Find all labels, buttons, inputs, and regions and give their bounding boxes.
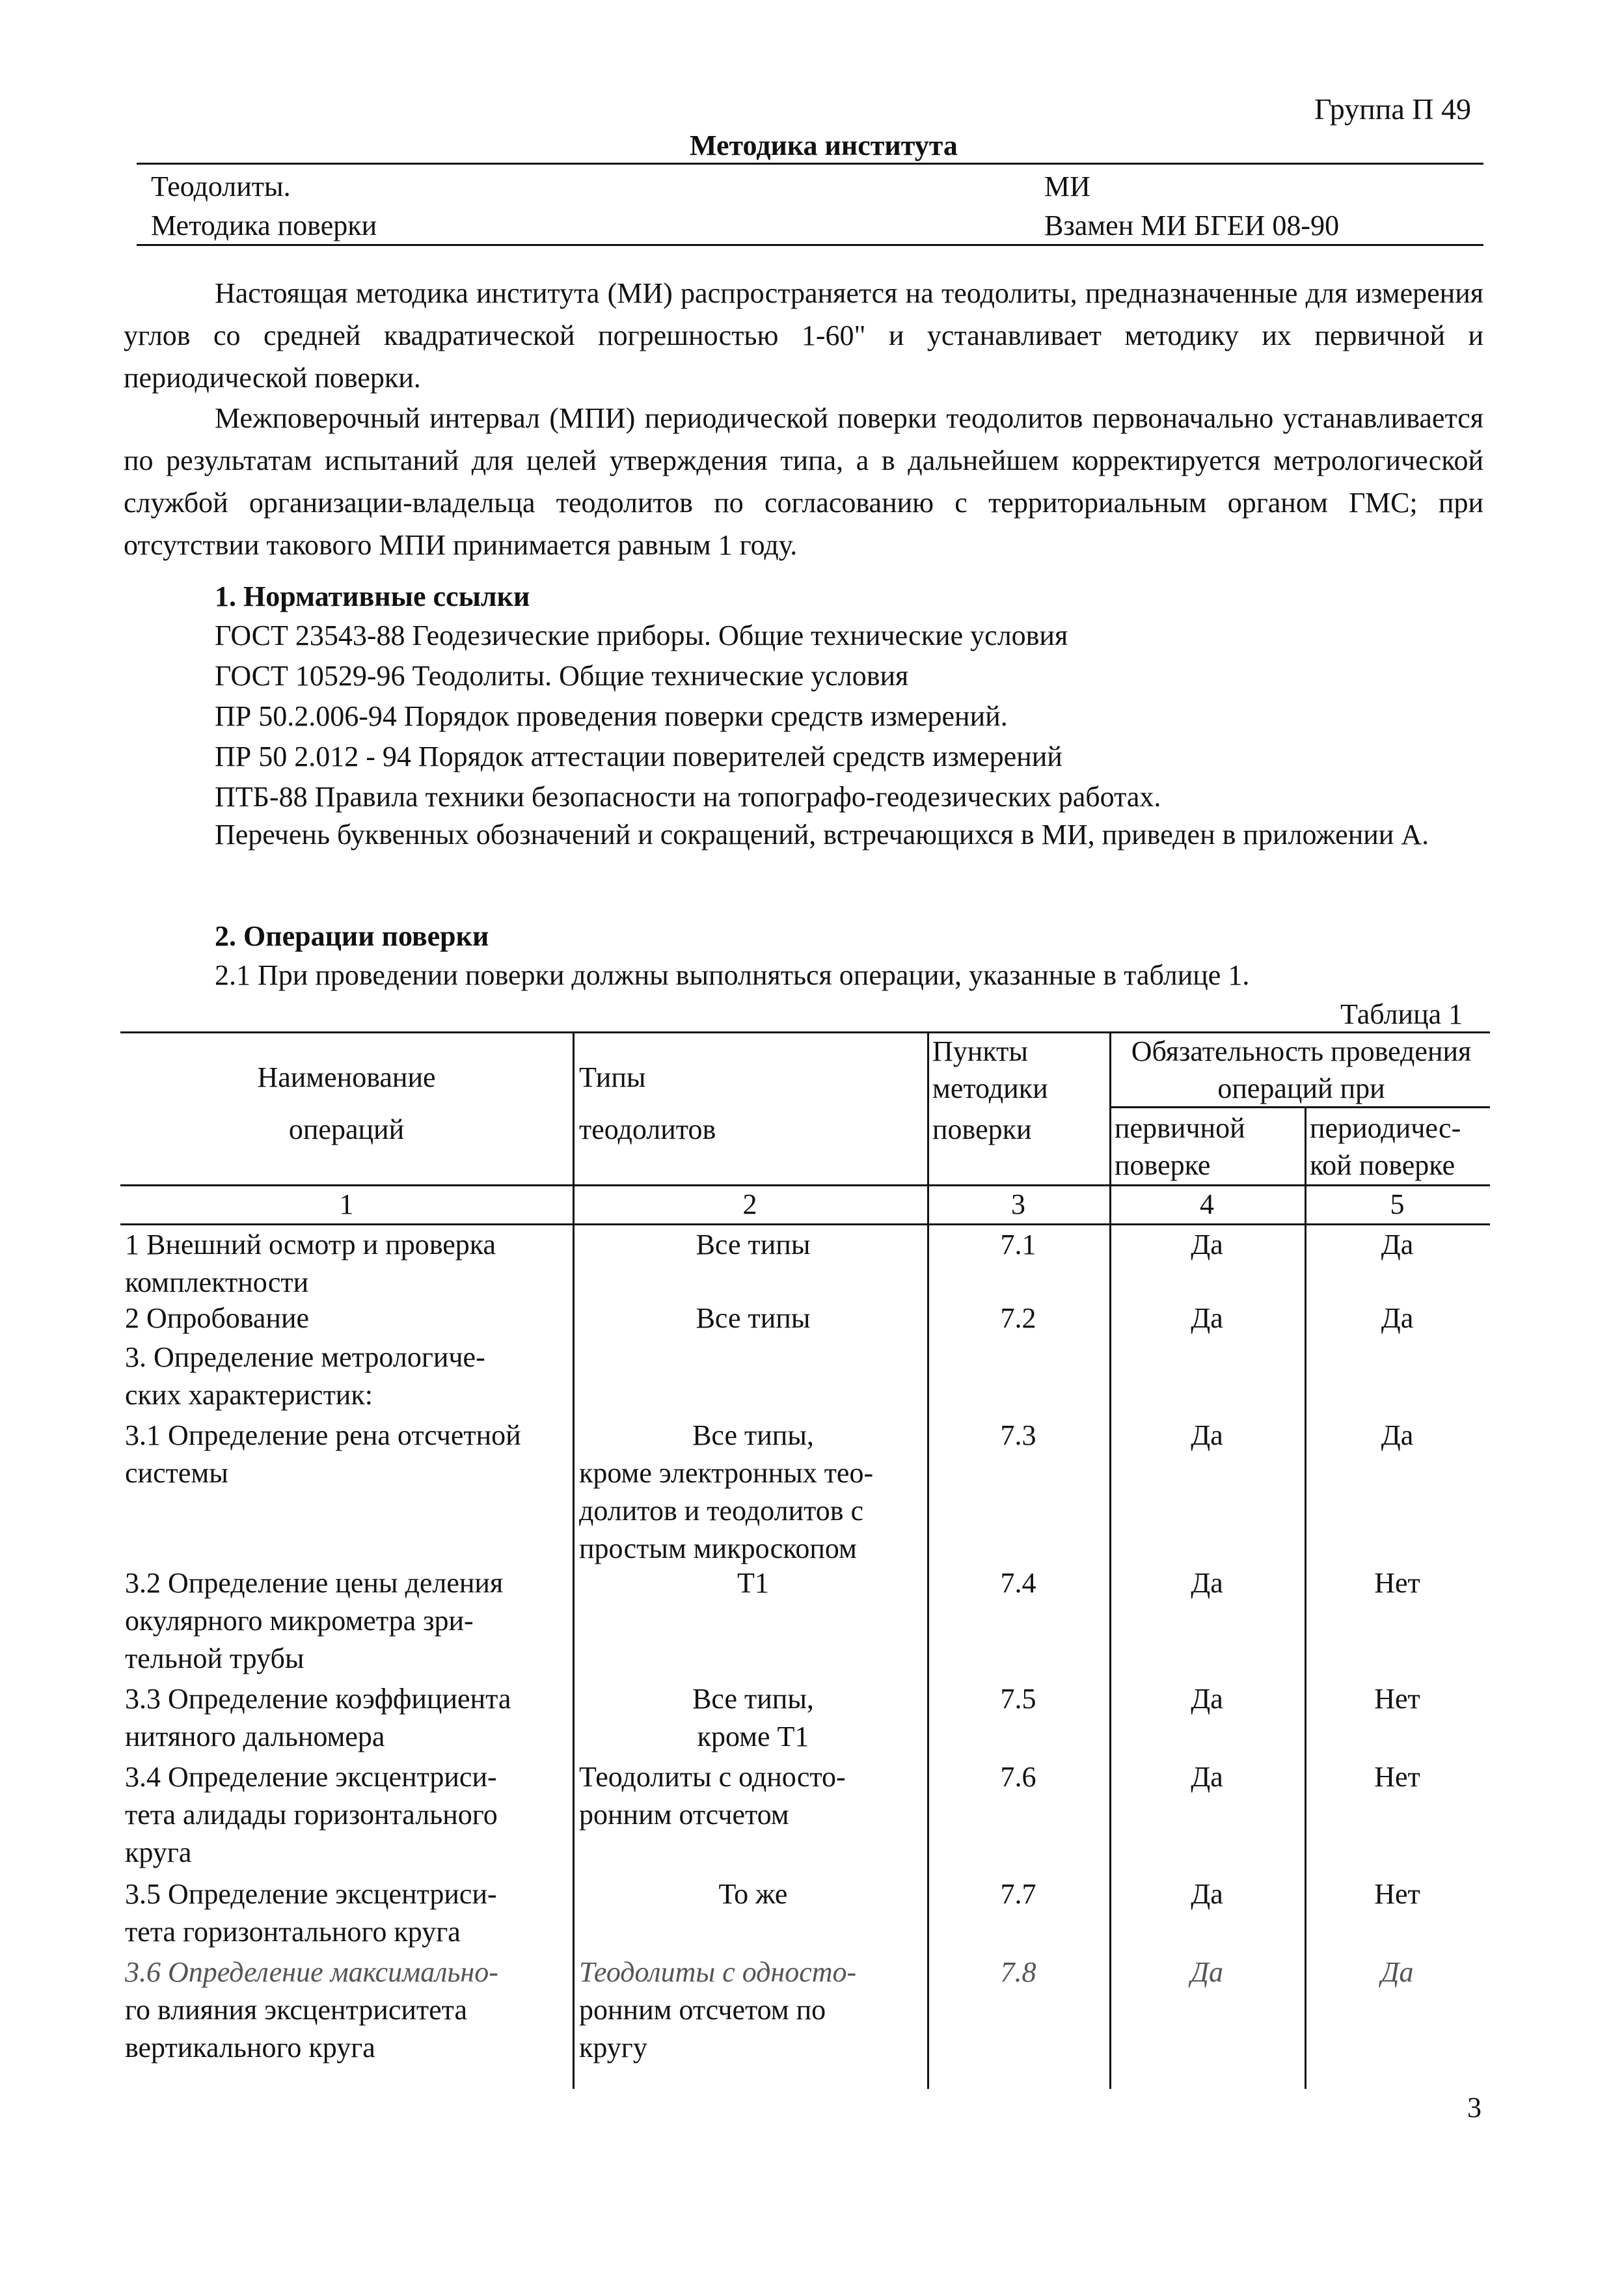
operation-name: вертикального круга (125, 2032, 375, 2064)
method-item: 7.1 (1000, 1229, 1036, 1260)
operation-name: 3.5 Определение эксцентриси- (125, 1878, 497, 1910)
operation-name: окулярного микрометра зри- (125, 1605, 474, 1637)
periodic-check: Нет (1374, 1761, 1420, 1793)
operation-name: тета алидады горизонтального (125, 1799, 498, 1831)
method-item: 7.5 (1000, 1683, 1036, 1715)
header-col1-line1: Наименование (257, 1061, 436, 1093)
primary-check: Да (1191, 1761, 1223, 1793)
operation-name: 1 Внешний осмотр и проверка (125, 1229, 496, 1260)
header-right-line1: МИ (1044, 170, 1090, 202)
header-col1-line2: операций (288, 1113, 405, 1145)
operation-name: круга (125, 1836, 192, 1868)
section-2-intro: 2.1 При проведении поверки должны выполняться операции, указанные в таблице 1. (215, 959, 1250, 991)
theodolite-types: Теодолиты с односто- (579, 1761, 846, 1793)
theodolite-types: ронним отсчетом (579, 1799, 789, 1831)
intro-paragraph-1: Настоящая методика института (МИ) распространяется на теодолиты, предназначенные для измерения углов со средней квадратической погрешностью 1-60" и устанавливает методику их первичной и периодической поверки. (124, 277, 1483, 394)
theodolite-types: То же (718, 1878, 788, 1910)
header-col3-line1: Пункты (932, 1035, 1028, 1067)
header-col2-line1: Типы (579, 1061, 646, 1093)
group-label: Группа П 49 (1314, 92, 1471, 126)
column-number: 5 (1390, 1188, 1405, 1220)
periodic-check: Да (1381, 1302, 1414, 1334)
section-2-title: 2. Операции поверки (215, 920, 489, 952)
theodolite-types: кругу (579, 2032, 647, 2064)
operation-name: 2 Опробование (125, 1302, 310, 1334)
operation-name: нитяного дальномера (125, 1721, 385, 1752)
operation-name: 3.1 Определение рена отсчетной (125, 1419, 521, 1451)
periodic-check: Нет (1374, 1567, 1420, 1599)
header-col3-line3: поверки (932, 1113, 1032, 1145)
header-left-line1: Теодолиты. (151, 170, 291, 202)
theodolite-types: кроме электронных тео- (579, 1457, 874, 1489)
operation-name: го влияния эксцентриситета (125, 1994, 467, 2026)
operation-name: 3.4 Определение эксцентриси- (125, 1761, 497, 1793)
primary-check: Да (1191, 1956, 1223, 1988)
column-number: 2 (742, 1188, 757, 1220)
primary-check: Да (1191, 1878, 1223, 1910)
periodic-check: Нет (1374, 1878, 1420, 1910)
normative-ref: ПР 50 2.012 - 94 Порядок аттестации поверителей средств измерений (215, 741, 1062, 772)
theodolite-types: Все типы, (692, 1419, 814, 1451)
primary-check: Да (1191, 1567, 1223, 1599)
periodic-check: Нет (1374, 1683, 1420, 1715)
periodic-check: Да (1381, 1419, 1414, 1451)
abbreviations-note: Перечень буквенных обозначений и сокращений, встречающихся в МИ, приведен в приложении А. (215, 819, 1429, 851)
operation-name: тета горизонтального круга (125, 1916, 461, 1948)
method-item: 7.3 (1000, 1419, 1036, 1451)
theodolite-types: кроме Т1 (697, 1721, 809, 1752)
operation-name: 3.6 Определение максимально- (125, 1956, 498, 1988)
theodolite-types: Все типы (696, 1302, 811, 1334)
header-col5-line1: периодичес- (1310, 1112, 1461, 1144)
operation-name: ских характеристик: (125, 1379, 373, 1411)
operation-name: 3.2 Определение цены деления (125, 1567, 504, 1599)
theodolite-types: Теодолиты с односто- (579, 1956, 857, 1988)
periodic-check: Да (1381, 1229, 1414, 1260)
header-col5-line2: кой поверке (1310, 1149, 1455, 1181)
theodolite-types: Т1 (737, 1567, 769, 1599)
header-col3-line2: методики (932, 1072, 1048, 1104)
theodolite-types: Все типы (696, 1229, 811, 1260)
primary-check: Да (1191, 1683, 1223, 1715)
header-col2-line2: теодолитов (579, 1113, 716, 1145)
primary-check: Да (1191, 1419, 1223, 1451)
column-number: 4 (1200, 1188, 1214, 1220)
normative-ref: ПТБ-88 Правила техники безопасности на топографо-геодезических работах. (215, 781, 1161, 813)
column-number: 1 (339, 1188, 354, 1220)
theodolite-types: Все типы, (692, 1683, 814, 1715)
primary-check: Да (1191, 1302, 1223, 1334)
header-group-line2: операций при (1217, 1072, 1385, 1104)
theodolite-types: простым микроскопом (579, 1533, 857, 1564)
intro-paragraph-2: Межповерочный интервал (МПИ) периодической поверки теодолитов первоначально устанавливается по результатам испытаний для целей утверждения типа, а в дальнейшем корректируется метрологической службой организации-владельца теодолитов по согласованию с территориальным органом ГМС; при отсутствии такового МПИ принимается равным 1 году. (124, 402, 1483, 561)
method-item: 7.6 (1000, 1761, 1036, 1793)
header-rule-bottom (137, 244, 1483, 246)
method-item: 7.7 (1000, 1878, 1036, 1910)
method-item: 7.8 (1000, 1956, 1036, 1988)
method-item: 7.2 (1000, 1302, 1036, 1334)
operation-name: 3.3 Определение коэффициента (125, 1683, 511, 1715)
table-rule-numbers-bottom (120, 1223, 1490, 1225)
page-number: 3 (1467, 2091, 1482, 2123)
header-left-line2: Методика поверки (151, 210, 377, 241)
normative-ref: ГОСТ 10529-96 Теодолиты. Общие технические условия (215, 660, 909, 692)
section-1-title: 1. Нормативные ссылки (215, 580, 530, 612)
header-col4-line2: поверке (1115, 1149, 1211, 1181)
operation-name: 3. Определение метрологиче- (125, 1341, 485, 1373)
header-col4-line1: первичной (1115, 1112, 1245, 1144)
theodolite-types: ронним отсчетом по (579, 1994, 826, 2026)
periodic-check: Да (1381, 1956, 1414, 1988)
header-group-line1: Обязательность проведения (1131, 1035, 1472, 1067)
theodolite-types: долитов и теодолитов с (579, 1495, 864, 1527)
operation-name: тельной трубы (125, 1642, 304, 1674)
operation-name: комплектности (125, 1266, 309, 1298)
primary-check: Да (1191, 1229, 1223, 1260)
table-caption: Таблица 1 (1340, 998, 1463, 1030)
normative-ref: ГОСТ 23543-88 Геодезические приборы. Общие технические условия (215, 620, 1068, 651)
operation-name: системы (125, 1457, 228, 1489)
header-right-line2: Взамен МИ БГЕИ 08-90 (1044, 210, 1340, 241)
doc-type-title: Методика института (690, 129, 958, 161)
column-number: 3 (1011, 1188, 1025, 1220)
method-item: 7.4 (1000, 1567, 1036, 1599)
normative-ref: ПР 50.2.006-94 Порядок проведения поверки средств измерений. (215, 700, 1008, 732)
header-rule-top (137, 163, 1483, 165)
